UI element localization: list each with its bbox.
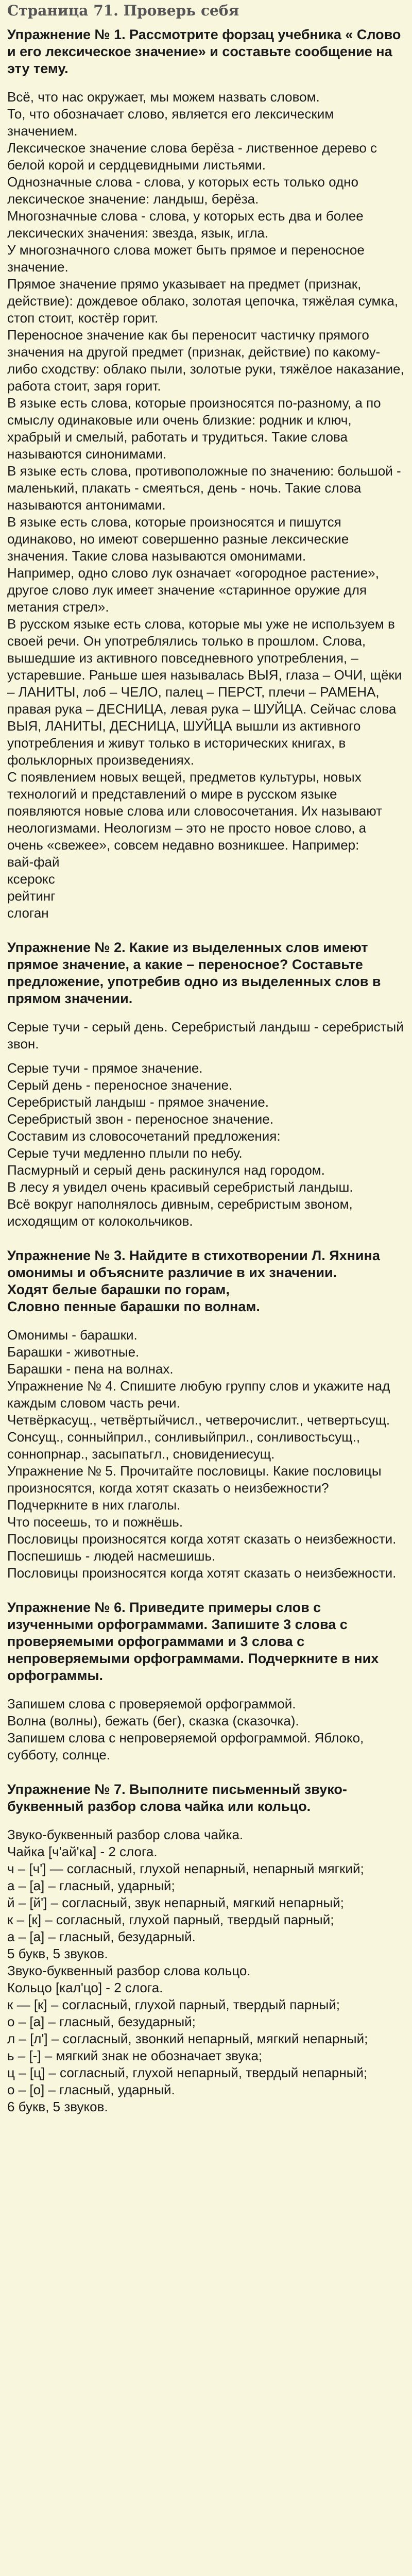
exercise-task: Упражнение № 6. Приведите примеры слов с изученными орфограммами. Запишите 3 слова с проверяемыми орфограммами и 3 слова с непроверяемыми орфограммами. Подчеркните в них орфограммы.: [7, 1600, 379, 1683]
answer-line: Серебристый ландыш - прямое значение.: [7, 1094, 269, 1110]
answer-line: У многозначного слова может быть прямое и переносное значение.: [7, 242, 365, 275]
answer-line: Что посеешь, то и пожнёшь.: [7, 1514, 183, 1530]
answer-line: Пословицы произносятся когда хотят сказать о неизбежности.: [7, 1531, 397, 1547]
answer-line: В лесу я увидел очень красивый серебристый ландыш.: [7, 1179, 353, 1195]
answer-line: ч – [ч'] — согласный, глухой непарный, непарный мягкий;: [7, 1861, 364, 1876]
exercise-block: [7, 939, 406, 1230]
answer-line: В языке есть слова, которые произносятся по-разному, а по смыслу одинаковые или очень близкие: родник и ключ, храбрый и смелый, работать и трудиться. Такие слова называются синонимами.: [7, 395, 381, 462]
exercise-task: Упражнение № 1. Рассмотрите форзац учебника « Слово и его лексическое значение» и составьте сообщение на эту тему.: [7, 27, 401, 76]
answer-line: [7, 1053, 406, 1060]
answer-line: Однозначные слова - слова, у которых есть только одно лексическое значение: ландыш, берёза.: [7, 174, 358, 207]
answer-line: Звуко-буквенный разбор слова кольцо.: [7, 1963, 251, 1978]
answer-line: Омонимы - барашки.: [7, 1327, 138, 1343]
exercise-task: Упражнение № 3. Найдите в стихотворении Л. Яхнина омонимы и объясните различие в их значении. Ходят белые барашки по горам, Словно пенные барашки по волнам.: [7, 1248, 380, 1314]
answer-line: Пословицы произносятся когда хотят сказать о неизбежности.: [7, 1565, 397, 1581]
answer-line: Упражнение № 4. Спишите любую группу слов и укажите над каждым словом часть речи.: [7, 1378, 390, 1411]
exercise-block: [7, 1599, 406, 1764]
page-title: Страница 71. Проверь себя: [7, 2, 239, 19]
answer-line: а – [а] – гласный, безударный.: [7, 1929, 196, 1944]
answer-line: Серый день - переносное значение.: [7, 1077, 233, 1093]
answer-line: л – [л'] – согласный, звонкий непарный, мягкий непарный;: [7, 2031, 368, 2046]
answer-line: Прямое значение прямо указывает на предмет (признак, действие): дождевое облако, золотая цепочка, тяжёлая сумка, стоп стоит, костёр горит.: [7, 276, 399, 326]
exercise-block: [7, 1247, 406, 1582]
answer-line: Чайка [ч'ай'ка] - 2 слога.: [7, 1844, 158, 1859]
exercise-block: [7, 26, 406, 922]
answer-line: Серебристый звон - переносное значение.: [7, 1111, 273, 1127]
answer-line: С появлением новых вещей, предметов культуры, новых технологий и представлений о мире в русском языке появляются новые слова или словосочетания. Их называют неологизмами. Неологизм – это не просто новое слово, а очень «свежее», совсем недавно возникшее. Например:: [7, 769, 383, 853]
answer-line: к – [к] – согласный, глухой парный, твердый парный;: [7, 1912, 334, 1927]
answer-line: В языке есть слова, противоположные по значению: большой - маленький, плакать - смеяться, день - ночь. Такие слова называются антонимами.: [7, 463, 401, 513]
exercise-list: [7, 26, 406, 2115]
answer-line: В русском языке есть слова, которые мы уже не используем в своей речи. Он употреблялись только в прошлом. Слова, вышедшие из активного повседневного употребления, – устаревшие. Раньше шея называлась ВЫЯ, глаза – ОЧИ, щёки – ЛАНИТЫ, лоб – ЧЕЛО, палец – ПЕРСТ, плечи – РАМЕНА, правая рука – ДЕСНИЦА, левая рука – ШУЙЦА. Сейчас слова ВЫЯ, ЛАНИТЫ, ДЕСНИЦА, ШУЙЦА вышли из активного употребления и живут только в исторических книгах, в фольклорных произведениях.: [7, 616, 402, 768]
answer-line: вай-фай: [7, 854, 60, 870]
exercise-block: [7, 1781, 406, 2115]
answer-line: Четвёркасущ., четвёртыйчисл., четверочислит., четвертьсущ.: [7, 1412, 390, 1428]
answer-line: Переносное значение как бы переносит частичку прямого значения на другой предмет (признак, действие) по какому-либо сходству: облако пыли, золотые руки, тяжёлое наказание, работа стоит, заря горит.: [7, 327, 404, 394]
answer-line: рейтинг: [7, 888, 56, 904]
answer-line: Составим из словосочетаний предложения:: [7, 1128, 281, 1144]
answer-line: о – [а] – гласный, безударный;: [7, 2014, 196, 2029]
answer-line: Многозначные слова - слова, у которых есть два и более лексических значения: звезда, язык, игла.: [7, 208, 364, 241]
answer-line: о – [о] – гласный, ударный.: [7, 2082, 175, 2097]
answer-line: 6 букв, 5 звуков.: [7, 2099, 108, 2114]
answer-line: Барашки - животные.: [7, 1344, 140, 1360]
answer-line: Серые тучи - прямое значение.: [7, 1060, 203, 1076]
answer-line: й – [й'] – согласный, звук непарный, мягкий непарный;: [7, 1895, 344, 1910]
answer-line: ь – [-] – мягкий знак не обозначает звука;: [7, 2048, 263, 2063]
answer-line: Поспешишь - людей насмешишь.: [7, 1548, 216, 1564]
answer-line: То, что обозначает слово, является его лексическим значением.: [7, 106, 334, 139]
answer-line: Запишем слова с проверяемой орфограммой.: [7, 1696, 296, 1711]
answer-line: слоган: [7, 905, 49, 921]
answer-line: Лексическое значение слова берёза - лиственное дерево с белой корой и сердцевидными листьями.: [7, 140, 377, 173]
answer-line: к — [к] – согласный, глухой парный, твердый парный;: [7, 1997, 340, 2012]
answer-line: ксерокс: [7, 871, 55, 887]
answer-line: Серые тучи - серый день. Серебристый ландыш - серебристый звон.: [7, 1019, 404, 1052]
answer-line: а – [а] – гласный, ударный;: [7, 1878, 175, 1893]
answer-line: Сонсущ., сонныйприл., сонливыйприл., сонливостьсущ., соннопрнар., засыпатьгл., сновидениесущ.: [7, 1429, 360, 1462]
exercise-task: Упражнение № 2. Какие из выделенных слов имеют прямое значение, а какие – переносное? Составьте предложение, употребив одно из выделенных слов в прямом значении.: [7, 940, 381, 1006]
answer-line: Упражнение № 5. Прочитайте пословицы. Какие пословицы произносятся, когда хотят сказать о неизбежности? Подчеркните в них глаголы.: [7, 1463, 382, 1513]
answer-line: Всё вокруг наполнялось дивным, серебристым звоном, исходящим от колокольчиков.: [7, 1196, 353, 1229]
answer-line: В языке есть слова, которые произносятся и пишутся одинаково, но имеют совершенно разные лексические значения. Такие слова называются омонимами.: [7, 514, 349, 564]
answer-line: 5 букв, 5 звуков.: [7, 1946, 108, 1961]
answer-line: Пасмурный и серый день раскинулся над городом.: [7, 1162, 325, 1178]
answer-line: Серые тучи медленно плыли по небу.: [7, 1145, 243, 1161]
answer-line: Волна (волны), бежать (бег), сказка (сказочка).: [7, 1713, 299, 1728]
answer-line: ц – [ц] – согласный, глухой непарный, твердый непарный;: [7, 2065, 368, 2080]
answer-line: Например, одно слово лук означает «огородное растение», другое слово лук имеет значение «старинное оружие для метания стрел».: [7, 565, 379, 615]
answer-line: Кольцо [кал'цо] - 2 слога.: [7, 1980, 163, 1995]
answer-line: Барашки - пена на волнах.: [7, 1361, 174, 1377]
exercise-task: Упражнение № 7. Выполните письменный звуко-буквенный разбор слова чайка или кольцо.: [7, 1782, 347, 1814]
answer-line: Всё, что нас окружает, мы можем назвать словом.: [7, 89, 320, 105]
answer-line: Запишем слова с непроверяемой орфограммой. Яблоко, субботу, солнце.: [7, 1730, 364, 1762]
answer-line: Звуко-буквенный разбор слова чайка.: [7, 1827, 244, 1842]
